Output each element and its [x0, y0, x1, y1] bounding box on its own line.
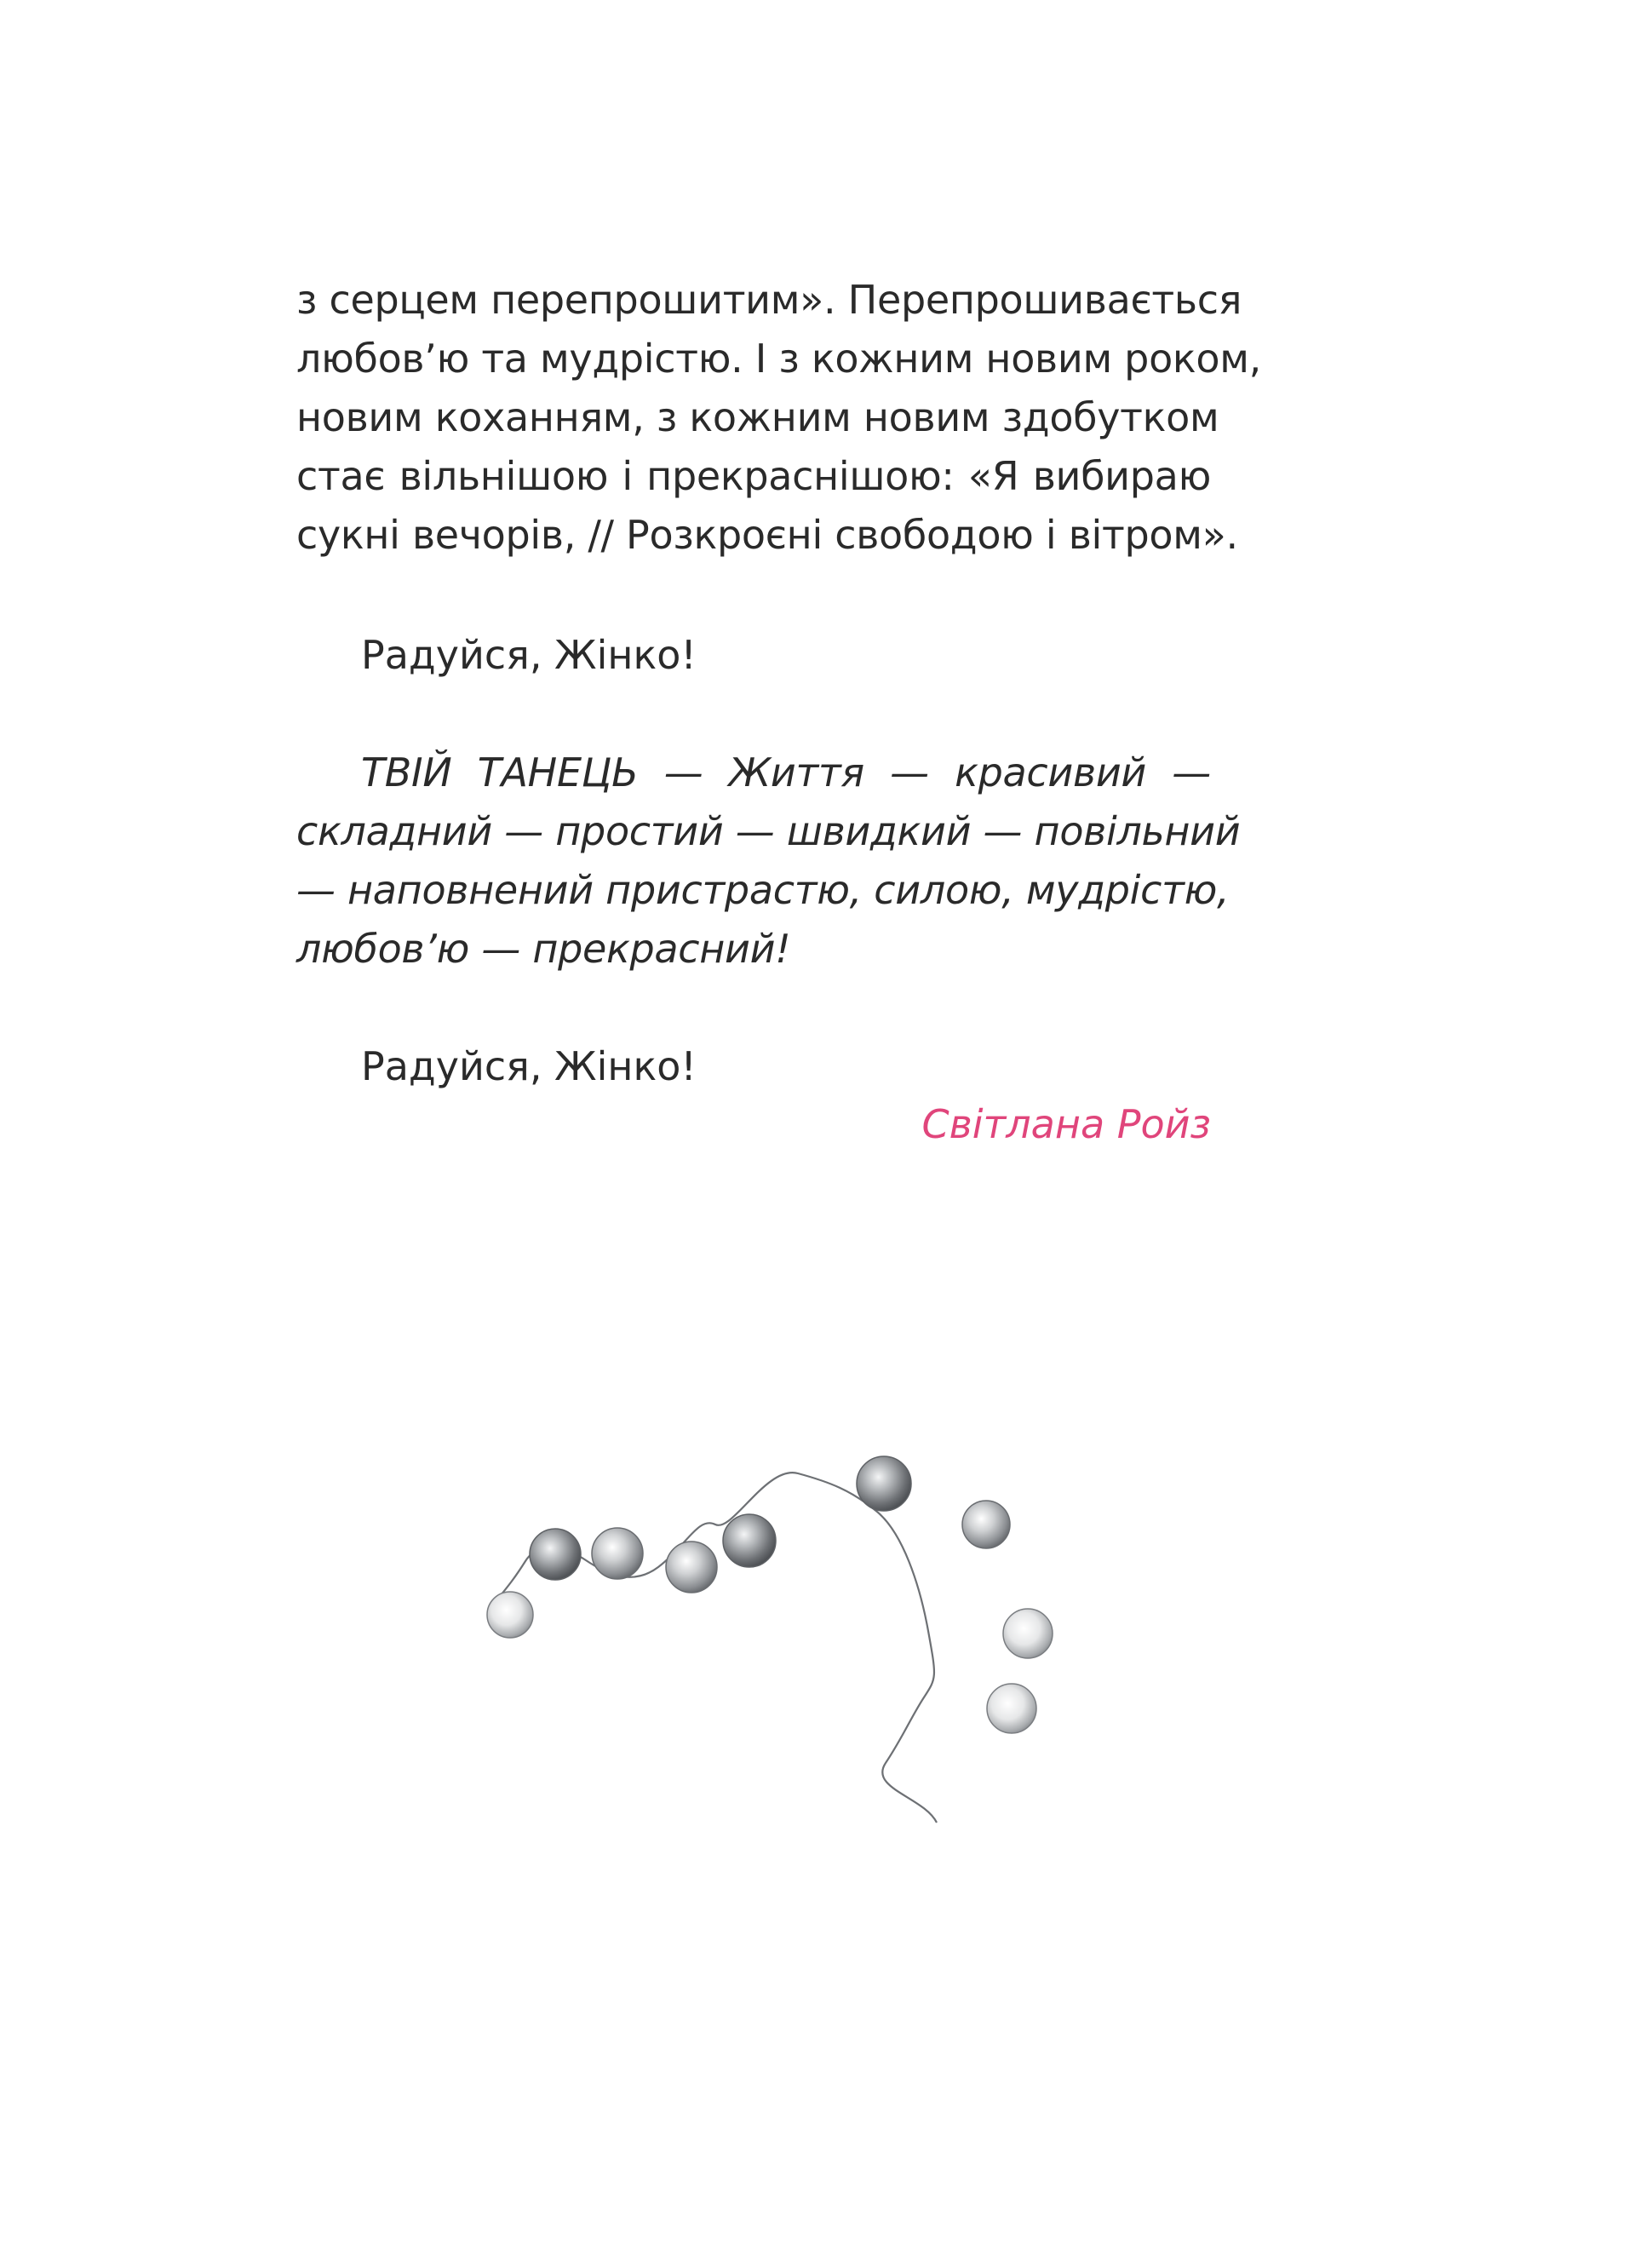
- bead-necklace-icon: [460, 1414, 1073, 1857]
- paragraph-2-line: любов’ю — прекрасний!: [296, 926, 791, 972]
- paragraph-1-line: сукні вечорів, // Розкроєні свободою і вітром».: [296, 512, 1238, 558]
- paragraph-2-line: складний — простий — швидкий — повільний: [296, 808, 1241, 854]
- paragraph-1-line: новим коханням, з кожним новим здобутком: [296, 394, 1219, 440]
- paragraph-2-line: ТВІЙ ТАНЕЦЬ — Життя — красивий —: [361, 749, 1211, 795]
- paragraph-1-line: з серцем перепрошитим». Перепрошивається: [296, 277, 1242, 323]
- paragraph-2: [296, 744, 1241, 979]
- greeting-2: Радуйся, Жінко!: [361, 1043, 697, 1089]
- paragraph-1: [296, 271, 1261, 565]
- greeting-1: Радуйся, Жінко!: [361, 632, 697, 678]
- paragraph-1-line: стає вільнішою і прекраснішою: «Я вибираю: [296, 453, 1211, 499]
- paragraph-1-line: любов’ю та мудрістю. І з кожним новим роком,: [296, 336, 1261, 382]
- paragraph-2-line: — наповнений пристрастю, силою, мудрістю,: [296, 867, 1230, 913]
- author-signature: Світлана Ройз: [921, 1101, 1211, 1147]
